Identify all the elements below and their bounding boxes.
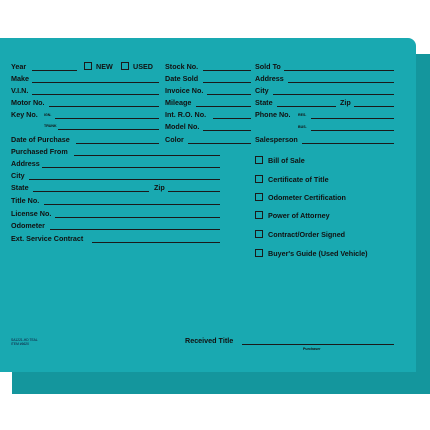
received-title-signature-field[interactable] xyxy=(242,344,394,345)
zip-field-right[interactable] xyxy=(354,106,394,107)
date-of-purchase-label: Date of Purchase xyxy=(11,135,70,144)
zip-label-left: Zip xyxy=(154,183,165,192)
title-no-label: Title No. xyxy=(11,196,40,205)
contract-order-signed-checkbox[interactable] xyxy=(255,230,263,238)
state-field-right[interactable] xyxy=(277,106,336,107)
city-label-right: City xyxy=(255,86,269,95)
mileage-field[interactable] xyxy=(196,106,251,107)
date-sold-label: Date Sold xyxy=(165,74,199,83)
make-field[interactable] xyxy=(32,82,159,83)
int-ro-no-label: Int. R.O. No. xyxy=(165,110,207,119)
zip-label-right: Zip xyxy=(340,98,351,107)
make-label: Make xyxy=(11,74,29,83)
city-label-left: City xyxy=(11,171,25,180)
bill-of-sale-label: Bill of Sale xyxy=(268,156,305,165)
city-field-right[interactable] xyxy=(273,94,394,95)
city-field-left[interactable] xyxy=(29,179,220,180)
used-checkbox[interactable] xyxy=(121,62,129,70)
ign-label: IGN. xyxy=(44,113,52,117)
odometer-certification-checkbox[interactable] xyxy=(255,193,263,201)
address-field-right[interactable] xyxy=(288,82,394,83)
address-label-right: Address xyxy=(255,74,284,83)
odometer-label: Odometer xyxy=(11,221,45,230)
int-ro-no-field[interactable] xyxy=(213,118,251,119)
title-no-field[interactable] xyxy=(44,204,220,205)
zip-field-left[interactable] xyxy=(168,191,220,192)
year-label: Year xyxy=(11,62,27,71)
purchased-from-label: Purchased From xyxy=(11,147,68,156)
key-trunk-field[interactable] xyxy=(58,129,159,130)
model-no-field[interactable] xyxy=(203,130,251,131)
purchaser-label: Purchaser xyxy=(303,347,321,351)
license-no-label: License No. xyxy=(11,209,52,218)
motor-no-label: Motor No. xyxy=(11,98,45,107)
year-field[interactable] xyxy=(32,70,77,71)
key-no-label: Key No. xyxy=(11,110,38,119)
address-label-left: Address xyxy=(11,159,40,168)
item-number: ITEM #6620 xyxy=(11,342,29,346)
sold-to-label: Sold To xyxy=(255,62,281,71)
contract-order-signed-label: Contract/Order Signed xyxy=(268,230,346,239)
form-code: SA1221-HD TEAL xyxy=(11,338,38,342)
stock-no-label: Stock No. xyxy=(165,62,199,71)
used-label: USED xyxy=(133,62,153,71)
state-field-left[interactable] xyxy=(33,191,149,192)
odometer-certification-label: Odometer Certification xyxy=(268,193,346,202)
phone-bus-field[interactable] xyxy=(311,130,394,131)
motor-no-field[interactable] xyxy=(49,106,159,107)
model-no-label: Model No. xyxy=(165,122,200,131)
invoice-no-field[interactable] xyxy=(207,94,251,95)
ext-service-contract-label: Ext. Service Contract xyxy=(11,234,84,243)
address-field-left[interactable] xyxy=(42,167,220,168)
vin-field[interactable] xyxy=(32,94,159,95)
phone-no-label: Phone No. xyxy=(255,110,291,119)
odometer-field[interactable] xyxy=(50,229,220,230)
color-field[interactable] xyxy=(188,143,251,144)
res-label: RES. xyxy=(298,113,307,117)
state-label-right: State xyxy=(255,98,273,107)
phone-res-field[interactable] xyxy=(311,118,394,119)
mileage-label: Mileage xyxy=(165,98,192,107)
received-title-label: Received Title xyxy=(185,336,234,345)
invoice-no-label: Invoice No. xyxy=(165,86,204,95)
trunk-label: TRUNK xyxy=(44,124,57,128)
power-of-attorney-checkbox[interactable] xyxy=(255,211,263,219)
color-label: Color xyxy=(165,135,184,144)
state-label-left: State xyxy=(11,183,29,192)
stock-no-field[interactable] xyxy=(203,70,251,71)
deal-jacket-form xyxy=(0,38,416,372)
license-no-field[interactable] xyxy=(55,217,220,218)
purchased-from-field[interactable] xyxy=(74,155,220,156)
buyers-guide-label: Buyer's Guide (Used Vehicle) xyxy=(268,249,368,258)
bill-of-sale-checkbox[interactable] xyxy=(255,156,263,164)
power-of-attorney-label: Power of Attorney xyxy=(268,211,330,220)
certificate-of-title-checkbox[interactable] xyxy=(255,175,263,183)
bus-label: BUS. xyxy=(298,125,307,129)
salesperson-label: Salesperson xyxy=(255,135,298,144)
new-label: NEW xyxy=(96,62,113,71)
date-sold-field[interactable] xyxy=(203,82,251,83)
buyers-guide-checkbox[interactable] xyxy=(255,249,263,257)
salesperson-field[interactable] xyxy=(302,143,394,144)
vin-label: V.I.N. xyxy=(11,86,29,95)
sold-to-field[interactable] xyxy=(284,70,394,71)
key-ign-field[interactable] xyxy=(55,118,159,119)
certificate-of-title-label: Certificate of Title xyxy=(268,175,329,184)
date-of-purchase-field[interactable] xyxy=(76,143,159,144)
new-checkbox[interactable] xyxy=(84,62,92,70)
ext-service-contract-field[interactable] xyxy=(92,242,220,243)
